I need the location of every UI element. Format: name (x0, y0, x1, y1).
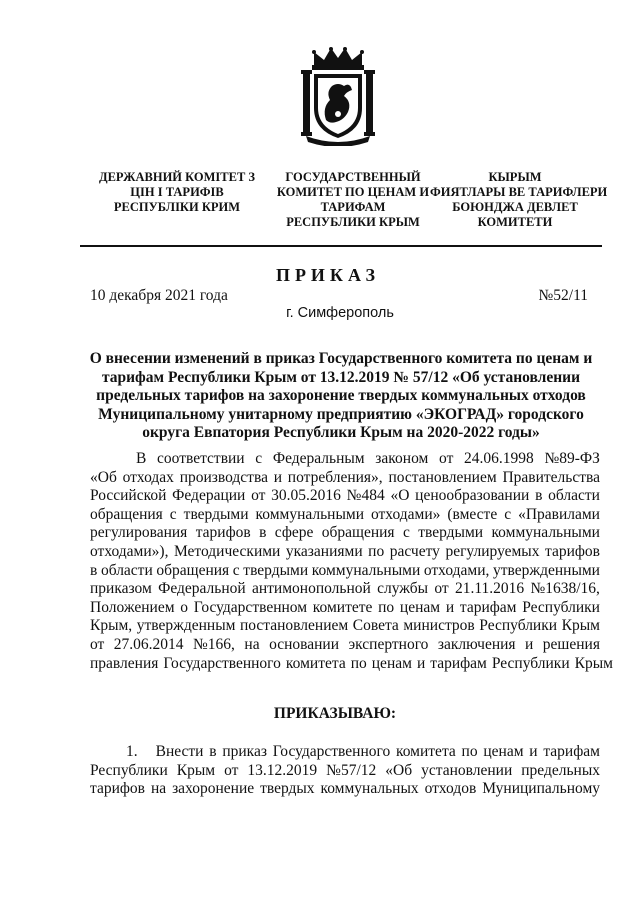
crimea-coat-of-arms-icon (300, 46, 376, 146)
heading-line: тарифам Республики Крым от 13.12.2019 № 57/12 «Об установлении (101, 368, 581, 386)
text-line: обращения с твердыми коммунальными отходами» (вместе с «Правилами (90, 505, 600, 523)
text-line: от 27.06.2014 №166, на основании экспертного заключения и решения (90, 635, 600, 653)
org-ua-line: ДЕРЖАВНИЙ КОМІТЕТ З (98, 170, 256, 184)
heading-line: предельных тарифов на захоронение твердых коммунальных отходов (96, 387, 586, 404)
text-line: правления Государственного комитета по ценам и тарифам Республики Крым (90, 654, 613, 672)
org-name-ukrainian (92, 170, 262, 215)
text-line: 1. Внести в приказ Государственного комитета по ценам и тарифам (126, 743, 600, 760)
heading-line: Муниципальному унитарному предприятию «ЭКОГРАД» городского (98, 405, 584, 423)
document-title: ПРИКАЗ (275, 265, 381, 285)
org-name-russian (268, 170, 438, 230)
text-line: отходами»), Методическими указаниями по расчету регулируемых тарифов (90, 542, 600, 560)
document-number: №52/11 (538, 287, 588, 304)
document-city: г. Симферополь (286, 305, 394, 321)
heading-line: округа Евпатория Республики Крым на 2020-2022 годы» (142, 424, 540, 441)
org-ru-line: ТАРИФАМ (320, 200, 386, 214)
text-line: в области обращения с твердыми коммунальными отходами, утвержденными (90, 561, 600, 579)
org-ct-line: КОМИТЕТИ (477, 215, 553, 229)
text-line: регулирования тарифов в сфере обращения с твердыми коммунальными (90, 524, 600, 542)
text-line: «Об отходах производства и потребления», постановлением Правительства (90, 468, 600, 486)
document-date: 10 декабря 2021 года (90, 287, 228, 304)
org-ua-line: РЕСПУБЛІКИ КРИМ (113, 200, 241, 214)
document-heading (80, 350, 602, 443)
text-line: В соответствии с Федеральным законом от 24.06.1998 №89-ФЗ (136, 450, 600, 467)
text-line: Российской Федерации от 30.05.2016 №484 «О ценообразовании в области (90, 487, 600, 505)
text-line: Положением о Государственном комитете по ценам и тарифам Республики (90, 598, 600, 616)
org-ru-line: РЕСПУБЛИКИ КРЫМ (286, 215, 420, 229)
order-item-1 (90, 743, 600, 799)
order-word: ПРИКАЗЫВАЮ: (273, 705, 397, 722)
text-line: тарифов на захоронение твердых коммунальных отходов Муниципальному (90, 780, 600, 798)
preamble-paragraph (90, 450, 613, 673)
org-ua-line: ЦІН І ТАРИФІВ (130, 185, 224, 199)
text-line: Крым, утвержденным постановлением Совета министров Республики Крым (90, 617, 600, 635)
org-ct-line: БОЮНДЖА ДЕВЛЕТ (452, 200, 578, 214)
text-line: Республики Крым от 13.12.2019 №57/12 «Об установлении предельных (90, 761, 600, 779)
org-ru-line: ГОСУДАРСТВЕННЫЙ (285, 170, 421, 184)
text-line: приказом Федеральной антимонопольной службы от 21.11.2016 №1638/16, (90, 580, 600, 598)
org-ct-line: ФИЯТЛАРЫ ВЕ ТАРИФЛЕРИ (430, 185, 608, 199)
org-ct-line: КЫРЫМ (488, 170, 542, 184)
item-number: 1. (126, 743, 138, 760)
heading-line: О внесении изменений в приказ Государственного комитета по ценам и (89, 350, 593, 367)
header-divider (80, 245, 602, 247)
org-ru-line: КОМИТЕТ ПО ЦЕНАМ И (276, 185, 430, 199)
org-name-crimean-tatar (430, 170, 608, 230)
